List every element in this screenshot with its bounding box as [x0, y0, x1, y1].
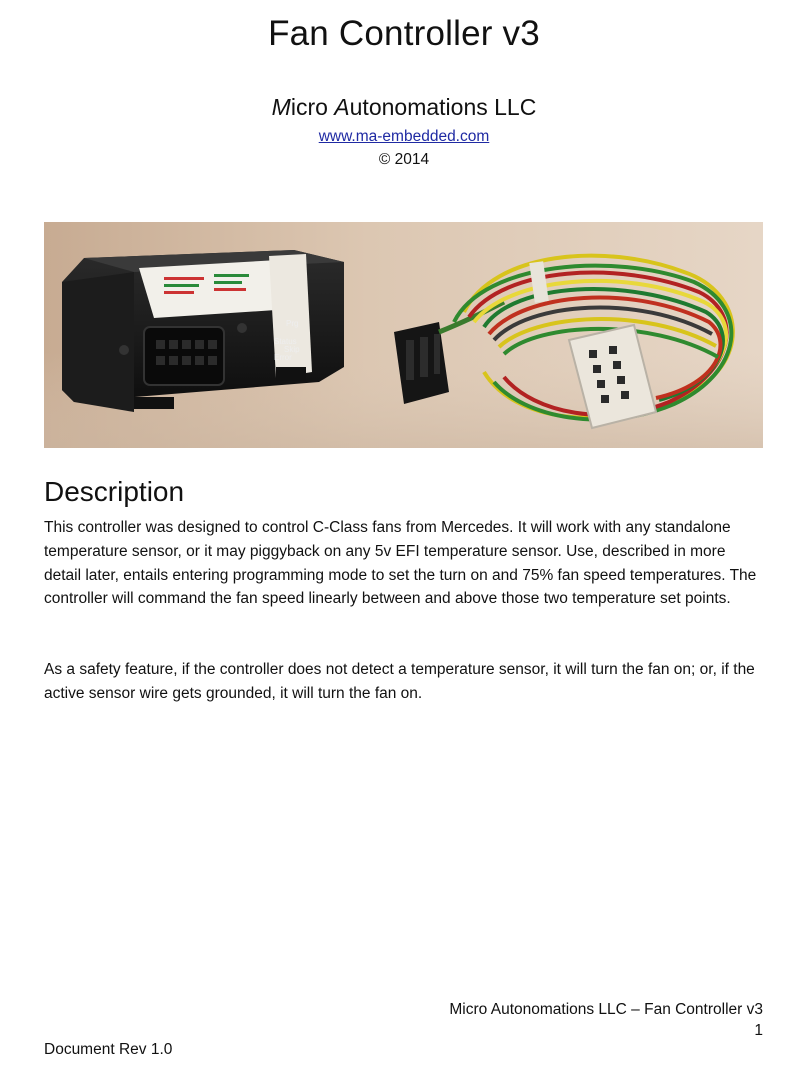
company-part-rest: utonomations LLC	[349, 94, 537, 120]
product-photo-illustration	[44, 222, 763, 448]
copyright: © 2014	[378, 151, 430, 168]
document-title: Fan Controller v3	[268, 14, 540, 53]
footer-doc-title: Micro Autonomations LLC – Fan Controller v3	[449, 1001, 763, 1018]
company-initial-a: A	[334, 94, 350, 120]
description-paragraph-1: This controller was designed to control C-Class fans from Mercedes. It will work with any standalone temperature sensor, or it may piggyback on any 5v EFI temperature sensor. Use, described in more detail later, entails entering programming mode to set the turn on and 75% fan speed temperatures. The controller will command the fan speed linearly between and above those two temperature set points.	[44, 519, 757, 608]
section-heading-description: Description	[44, 476, 185, 507]
device-label-error: Error	[274, 353, 292, 362]
description-paragraph-2: As a safety feature, if the controller does not detect a temperature sensor, it will turn the fan on; or, if the active sensor wire gets grounded, it will turn the fan on.	[44, 661, 755, 702]
device-label-skip: Skip	[284, 345, 300, 354]
website-link[interactable]: www.ma-embedded.com	[318, 128, 490, 145]
footer-right	[449, 999, 763, 1041]
device-label-prg: Prg	[286, 319, 299, 328]
company-name	[0, 94, 808, 121]
document-revision: Document Rev 1.0	[44, 1041, 173, 1058]
device-label-status: Status	[274, 337, 297, 346]
page-number: 1	[754, 1022, 763, 1039]
company-initial-m: M	[271, 94, 291, 120]
company-part-icro: icro	[290, 94, 335, 120]
product-photo	[44, 222, 763, 448]
